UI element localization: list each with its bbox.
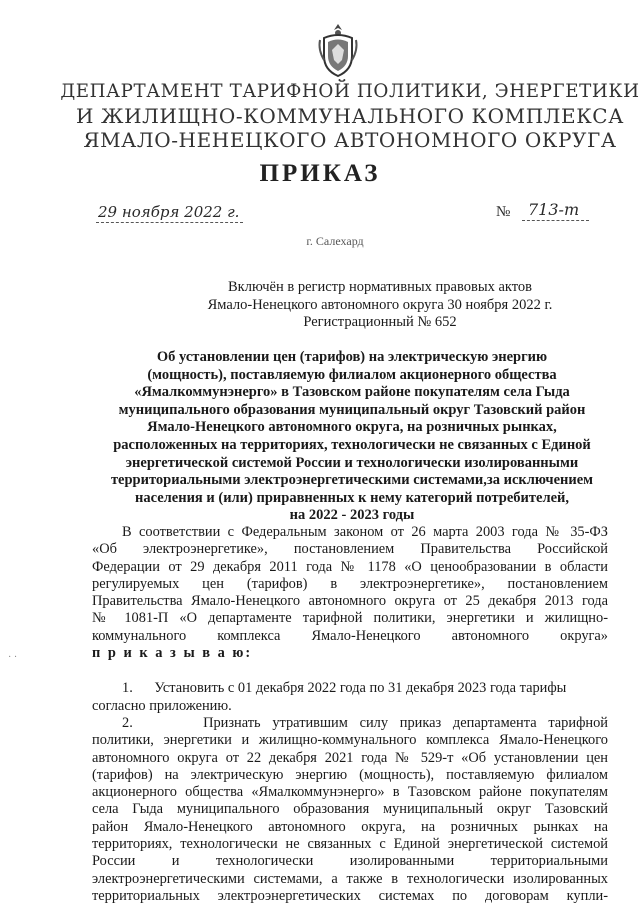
registry-line: Ямало-Ненецкого автономного округа 30 ноября 2022 г. bbox=[207, 296, 553, 313]
item-2-line: акционерного общества «Ямалкоммунэнерго» в Тазовском районе покупателям bbox=[92, 784, 608, 801]
subject-line: Об установлении цен (тарифов) на электрическую энергию bbox=[156, 349, 548, 365]
department-line: ДЕПАРТАМЕНТ ТАРИФНОЙ ПОЛИТИКИ, ЭНЕРГЕТИКИ bbox=[60, 81, 640, 102]
item-1-line: 1. Установить с 01 декабря 2022 года по 31 декабря 2023 года тарифы bbox=[122, 680, 567, 697]
preamble-line: В соответствии с Федеральным законом от 26 марта 2003 года № 35-ФЗ bbox=[122, 524, 608, 540]
subject-line: населения и (или) приравненных к нему категорий потребителей, bbox=[134, 489, 569, 506]
margin-mark: · · bbox=[8, 652, 18, 663]
handwritten-order-number: 713-т bbox=[522, 200, 589, 221]
item-2-line: район Ямало-Ненецкого автономного округа, на розничных рынках на bbox=[92, 818, 608, 835]
document-type-title: ПРИКАЗ bbox=[259, 160, 381, 187]
city-label: г. Салехард bbox=[306, 234, 364, 248]
department-name bbox=[60, 80, 640, 152]
item-2-line: 2. Признать утратившим силу приказ департамента тарифной bbox=[122, 714, 608, 731]
subject-line: муниципального образования муниципальный округ Тазовский район bbox=[118, 401, 586, 418]
item-2-line: территориях, технологически не связанных с Единой энергетической системой bbox=[92, 836, 608, 853]
subject-line: «Ямалкоммунэнерго» в Тазовском районе покупателям села Гыда bbox=[134, 384, 570, 401]
registry-line: Включён в регистр нормативных правовых актов bbox=[228, 279, 532, 295]
department-line: И ЖИЛИЩНО-КОММУНАЛЬНОГО КОМПЛЕКСА bbox=[76, 104, 624, 128]
subject-line: на 2022 - 2023 годы bbox=[289, 507, 415, 524]
number-label: № bbox=[496, 204, 511, 220]
handwritten-date: 29 ноября 2022 г. bbox=[96, 203, 243, 223]
subject-line: Ямало-Ненецкого автономного округа, на розничных рынках, bbox=[147, 419, 557, 436]
preamble-line: Федерации от 29 декабря 2011 года № 1178 «О ценообразовании в области bbox=[92, 558, 608, 575]
order-body bbox=[92, 524, 608, 905]
item-2-line: автономного округа от 22 декабря 2021 года № 529-т «Об установлении цен bbox=[92, 749, 608, 766]
item-2-line: территориальных электроэнергетических системах по договорам купли- bbox=[92, 887, 608, 904]
preamble-line: Правительства Ямало-Ненецкого автономного округа от 25 декабря 2013 года bbox=[92, 593, 608, 610]
coat-of-arms-icon bbox=[316, 20, 360, 78]
subject-line: территориальными электроэнергетическими системами,за исключением bbox=[110, 472, 594, 489]
subject-line: энергетической системой России и технологически изолированными bbox=[125, 454, 579, 471]
preamble-line: «Об электроэнергетике», постановлением Правительства Российской bbox=[92, 541, 608, 558]
item-2-line: политики, энергетики и жилищно-коммунального комплекса Ямало-Ненецкого bbox=[92, 732, 608, 749]
subject-line: (мощность), поставляемую филиалом акционерного общества bbox=[147, 366, 557, 383]
item-2-line: (тарифов) на электрическую энергию (мощность), поставляемую филиалом bbox=[92, 766, 608, 783]
item-2-line: села Гыда муниципального образования муниципальный округ Тазовский bbox=[92, 801, 608, 818]
subject-line: расположенных на территориях, технологически не связанных с Единой bbox=[113, 436, 591, 453]
item-1-line: согласно приложению. bbox=[92, 697, 232, 714]
item-2-line: электроэнергетическими системами, а также в технологически изолированных bbox=[92, 870, 608, 887]
department-line: ЯМАЛО-НЕНЕЦКОГО АВТОНОМНОГО ОКРУГА bbox=[83, 128, 617, 152]
registry-note bbox=[130, 279, 630, 332]
preamble-line: регулируемых цен (тарифов) в электроэнергетике», постановлением bbox=[92, 575, 608, 592]
preamble-line: коммунального комплекса Ямало-Ненецкого автономного округа» bbox=[92, 627, 608, 644]
order-subject bbox=[92, 349, 612, 525]
decree-word: п р и к а з ы в а ю: bbox=[92, 645, 253, 662]
preamble-line: № 1081-П «О департаменте тарифной политики, энергетики и жилищно- bbox=[92, 610, 608, 627]
registry-line: Регистрационный № 652 bbox=[303, 314, 457, 330]
item-2-line: России и технологически изолированными территориальными bbox=[92, 853, 608, 870]
